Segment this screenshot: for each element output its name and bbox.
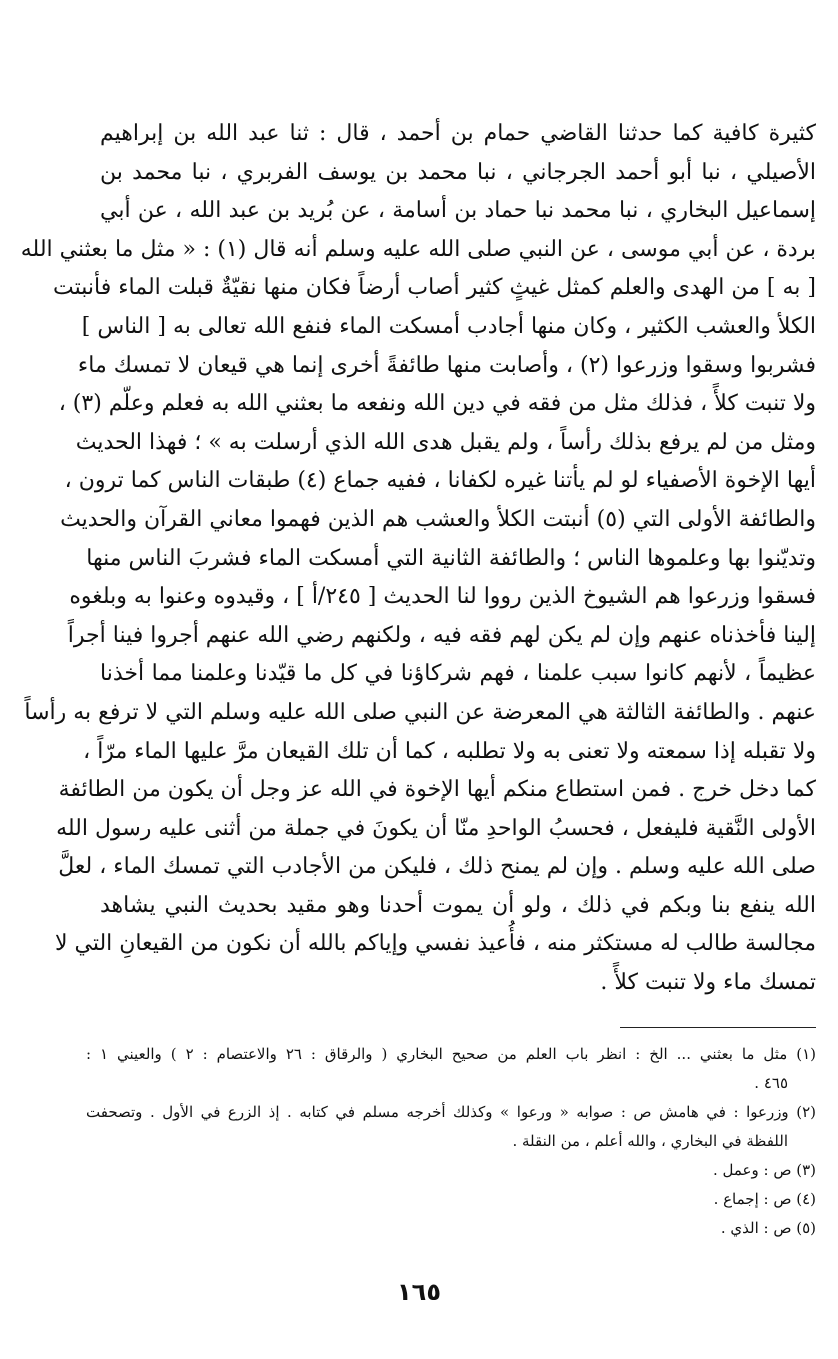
footnote-line: اللفظة في البخاري ، والله أعلم ، من النقلة . xyxy=(512,1132,788,1150)
text-line: ولا تقبله إذا سمعته ولا تعنى به ولا تطلبه ، كما أن تلك القيعان مرَّ عليها الماء مرّاً ، xyxy=(83,738,816,764)
text-line: والطائفة الأولى التي (٥) أنبتت الكلأ والعشب هم الذين فهموا معاني القرآن والحديث xyxy=(60,506,816,532)
page-number: ١٦٥ xyxy=(397,1278,441,1306)
text-line: بردة ، عن أبي موسى ، عن النبي صلى الله عليه وسلم أنه قال (١) : « مثل ما بعثني الله xyxy=(20,236,816,262)
text-line: فسقوا وزرعوا هم الشيوخ الذين رووا لنا الحديث [ ٢٤٥/أ ] ، وقيدوه وعنوا به وبلغوه xyxy=(69,584,816,610)
text-line: ولا تنبت كلأً ، فذلك مثل من فقه في دين الله ونفعه ما بعثني الله به فعلم وعلّم (٣) ، xyxy=(58,391,816,417)
text-line: أيها الإخوة الأصفياء لو لم يأتنا غيره لكفانا ، ففيه جماع (٤) طبقات الناس كما ترون ، xyxy=(64,468,816,494)
footnote-line: (٢) وزرعوا : في هامش ص : صوابه « ورعوا » وكذلك أخرجه مسلم في كتابه . إذ الزرع في الأول . وتصحفت xyxy=(86,1103,816,1121)
main-text xyxy=(20,115,816,1003)
text-line: الله ينفع بنا وبكم في ذلك ، ولو أن يموت أحدنا وهو مقيد بحديث النبي يشاهد xyxy=(100,892,816,918)
footnote-2 xyxy=(86,1098,816,1156)
footnote-line: (٤) ص : إجماع . xyxy=(713,1190,816,1208)
text-line: كثيرة كافية كما حدثنا القاضي حمام بن أحمد ، قال : ثنا عبد الله بن إبراهيم xyxy=(100,121,816,146)
text-line: تمسك ماء ولا تنبت كلأً . xyxy=(600,970,816,996)
footnote-line: ٤٦٥ . xyxy=(754,1074,788,1092)
text-line: ومثل من لم يرفع بذلك رأساً ، ولم يقبل هدى الله الذي أرسلت به » ؛ فهذا الحديث xyxy=(75,429,816,455)
text-line: عنهم . والطائفة الثالثة هي المعرضة عن النبي صلى الله عليه وسلم التي لا ترفع به رأساً xyxy=(24,699,816,725)
text-line: وتديّنوا بها وعلموها الناس ؛ والطائفة الثانية التي أمسكت الماء فشربَ الناس منها xyxy=(86,545,816,571)
footnote-5 xyxy=(86,1214,816,1243)
text-line: عظيماً ، لأنهم كانوا سبب علمنا ، فهم شركاؤنا في كل ما قيّدنا وعلمنا مما أخذنا xyxy=(100,661,816,687)
text-line: الأصيلي ، نبا أبو أحمد الجرجاني ، نبا محمد بن يوسف الفربري ، نبا محمد بن xyxy=(100,159,816,185)
text-line: الكلأ والعشب الكثير ، وكان منها أجادب أمسكت الماء فنفع الله تعالى به [ الناس ] xyxy=(81,313,816,339)
footnote-3 xyxy=(86,1156,816,1185)
text-line: صلى الله عليه وسلم . وإن لم يمنح ذلك ، فليكن من الأجادب التي تمسك الماء ، لعلَّ xyxy=(58,854,816,880)
text-line: إسماعيل البخاري ، نبا محمد نبا حماد بن أسامة ، عن بُريد بن عبد الله ، عن أبي xyxy=(100,198,816,224)
text-line: فشربوا وسقوا وزرعوا (٢) ، وأصابت منها طائفةً أخرى إنما هي قيعان لا تمسك ماء xyxy=(77,352,816,378)
footnote-4 xyxy=(86,1185,816,1214)
text-line: مجالسة طالب له مستكثر منه ، فأُعيذ نفسي وإياكم بالله أن نكون من القيعانِ التي لا xyxy=(54,931,816,957)
text-line: كما دخل خرج . فمن استطاع منكم أيها الإخوة في الله عز وجل أن يكون من الطائفة xyxy=(58,777,816,803)
text-line: إلينا فأخذناه عنهم وإن لم يكن لهم فقه فيه ، ولكنهم رضي الله عنهم أجروا فينا أجراً xyxy=(67,622,816,648)
footnote-line: (١) مثل ما بعثني ... الخ : انظر باب العلم من صحيح البخاري ( والرقاق : ٢٦ والاعتصام : ٢ ) والعيني ١ : xyxy=(86,1045,817,1063)
text-line: الأولى النَّقية فليفعل ، فحسبُ الواحدِ منّا أن يكونَ في جملة من أثنى عليه رسول الله xyxy=(56,815,816,841)
footnote-separator xyxy=(620,1027,816,1028)
text-line: [ به ] من الهدى والعلم كمثل غيثٍ كثير أصاب أرضاً فكان منها نقيّةٌ قبلت الماء فأنبتت xyxy=(53,275,816,301)
footnotes xyxy=(86,1040,816,1243)
footnote-line: (٥) ص : الذي . xyxy=(720,1219,816,1237)
footnote-line: (٣) ص : وعمل . xyxy=(712,1161,816,1179)
footnote-1 xyxy=(86,1040,816,1098)
